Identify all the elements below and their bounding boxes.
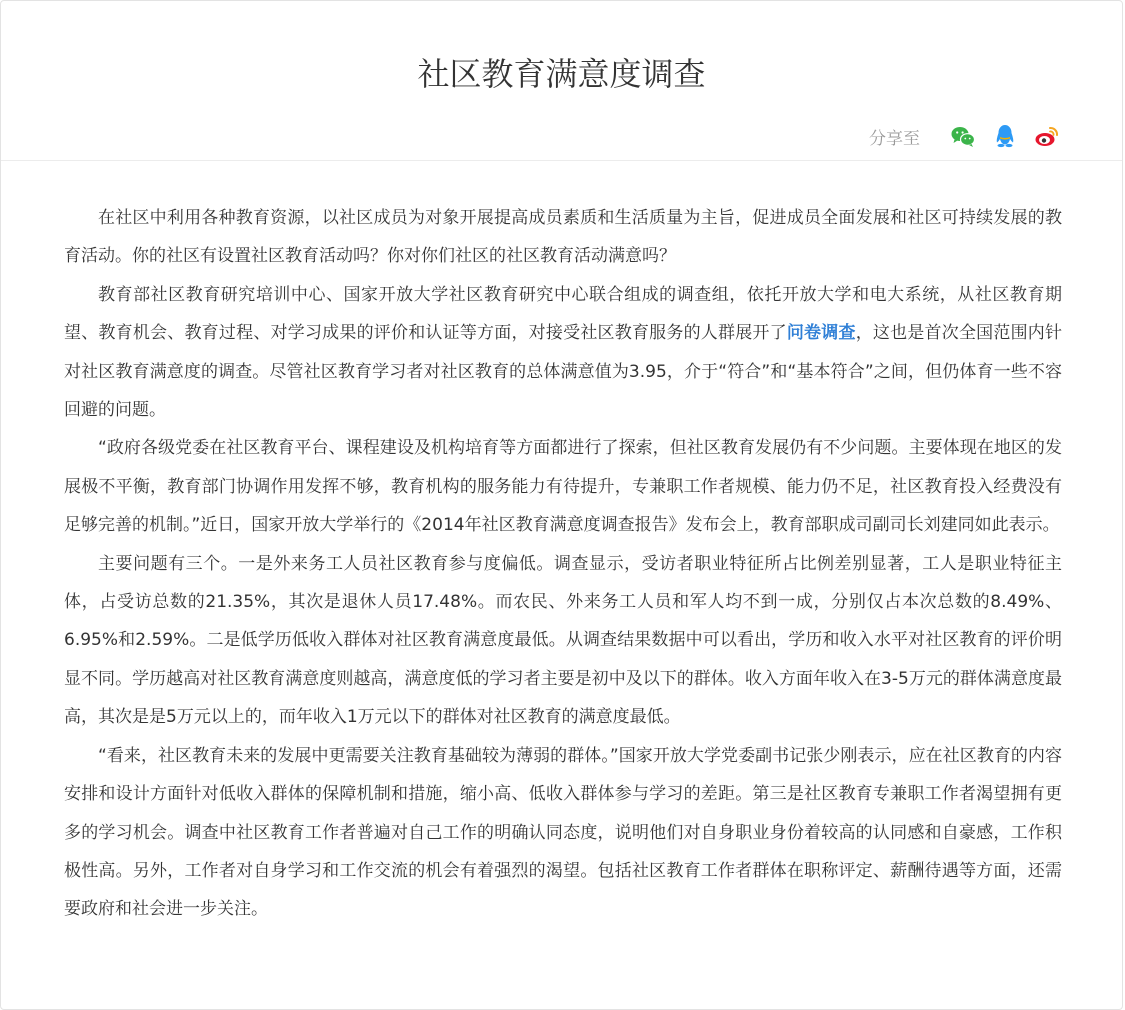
- qq-icon[interactable]: [992, 123, 1018, 149]
- wechat-icon[interactable]: [950, 123, 976, 149]
- paragraph-2-text-before: 教育部社区教育研究培训中心、国家开放大学社区教育研究中心联合组成的调查组，依托开放大学和电大系统，从社区教育期望、教育机会、教育过程、对学习成果的评价和认证等方面，对接受社区教育服务的人群展开了: [64, 284, 1062, 344]
- paragraph-4: 主要问题有三个。一是外来务工人员社区教育参与度偏低。调查显示，受访者职业特征所占比例差别显著，工人是职业特征主体，占受访总数的21.35%，其次是退休人员17.48%。而农民、外来务工人员和军人均不到一成，分别仅占本次总数的8.49%、6.95%和2.59%。二是低学历低收入群体对社区教育满意度最低。从调查结果数据中可以看出，学历和收入水平对社区教育的评价明显不同。学历越高对社区教育满意度则越高，满意度低的学习者主要是初中及以下的群体。收入方面年收入在3-5万元的群体满意度最高，其次是是5万元以上的，而年收入1万元以下的群体对社区教育的满意度最低。: [64, 553, 1062, 728]
- article-body: [64, 199, 1062, 929]
- share-label: 分享至: [869, 128, 920, 149]
- weibo-icon[interactable]: [1034, 123, 1060, 149]
- page-title: 社区教育满意度调查: [417, 55, 706, 93]
- article-header: [1, 1, 1122, 161]
- paragraph-2-text-after: ，这也是首次全国范围内针对社区教育满意度的调查。尽管社区教育学习者对社区教育的总体满意值为3.95，介于“符合”和“基本符合”之间，但仍体育一些不容回避的问题。: [64, 323, 1063, 421]
- paragraph-2: [64, 276, 1062, 430]
- survey-link[interactable]: 问卷调查: [786, 323, 856, 344]
- paragraph-1: 在社区中利用各种教育资源，以社区成员为对象开展提高成员素质和生活质量为主旨，促进成员全面发展和社区可持续发展的教育活动。你的社区有设置社区教育活动吗？你对你们社区的社区教育活动满意吗？: [64, 208, 1062, 267]
- paragraph-3: “政府各级党委在社区教育平台、课程建设及机构培育等方面都进行了探索，但社区教育发展仍有不少问题。主要体现在地区的发展极不平衡，教育部门协调作用发挥不够，教育机构的服务能力有待提升，专兼职工作者规模、能力仍不足，社区教育投入经费没有足够完善的机制。”近日，国家开放大学举行的《2014年社区教育满意度调查报告》发布会上，教育部职成司副司长刘建同如此表示。: [64, 438, 1062, 536]
- share-bar: [869, 121, 1060, 151]
- paragraph-5: “看来，社区教育未来的发展中更需要关注教育基础较为薄弱的群体。”国家开放大学党委副书记张少刚表示，应在社区教育的内容安排和设计方面针对低收入群体的保障机制和措施，缩小高、低收入群体参与学习的差距。第三是社区教育专兼职工作者渴望拥有更多的学习机会。调查中社区教育工作者普遍对自己工作的明确认同态度，说明他们对自身职业身份着较高的认同感和自豪感，工作积极性高。另外，工作者对自身学习和工作交流的机会有着强烈的渴望。包括社区教育工作者群体在职称评定、薪酬待遇等方面，还需要政府和社会进一步关注。: [64, 745, 1062, 920]
